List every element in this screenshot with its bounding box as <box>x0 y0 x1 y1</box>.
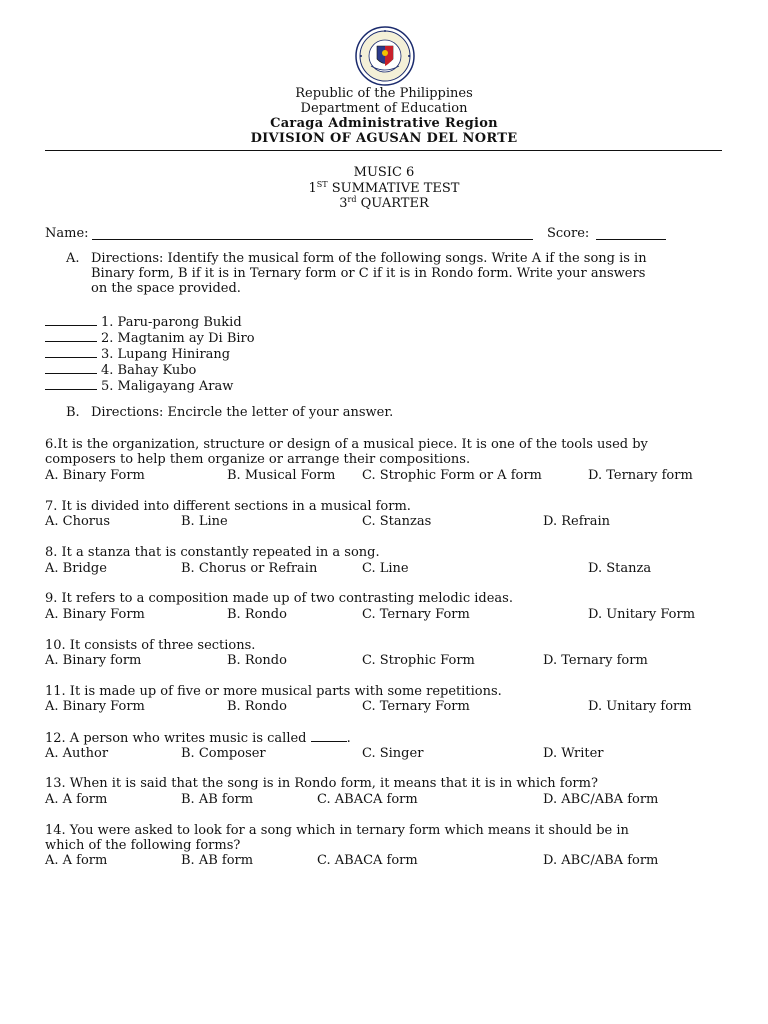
quarter-rest: QUARTER <box>356 196 429 211</box>
quarter-title <box>0 196 768 211</box>
answer-blank[interactable] <box>45 362 97 374</box>
part-a-directions <box>91 251 647 296</box>
test-title-rest: SUMMATIVE TEST <box>327 181 460 196</box>
song-title: 3. Lupang Hinirang <box>101 347 231 362</box>
option[interactable]: B. Chorus or Refrain <box>181 561 318 576</box>
question-9: 9. It refers to a composition made up of two contrasting melodic ideas. <box>45 591 513 606</box>
option[interactable]: B. Rondo <box>227 699 287 714</box>
question-text: composers to help them organize or arrange their compositions. <box>45 452 471 467</box>
option[interactable]: D. Unitary Form <box>588 607 696 622</box>
option[interactable]: B. Line <box>181 514 228 529</box>
option[interactable]: C. Ternary Form <box>362 607 470 622</box>
option[interactable]: D. Ternary form <box>543 653 648 668</box>
question-13: 13. When it is said that the song is in Rondo form, it means that it is in which form? <box>45 776 598 791</box>
option[interactable]: A. Chorus <box>45 514 111 529</box>
option[interactable]: B. Rondo <box>227 607 287 622</box>
list-item <box>45 314 255 330</box>
answer-blank[interactable] <box>45 346 97 358</box>
header-divider <box>45 150 722 151</box>
question-text: 14. You were asked to look for a song which in ternary form which means it should be in <box>45 823 629 838</box>
song-title: 2. Magtanim ay Di Biro <box>101 331 255 346</box>
option[interactable]: C. Strophic Form or A form <box>362 468 542 483</box>
score-label: Score: <box>547 226 590 241</box>
score-field[interactable] <box>596 239 666 240</box>
part-a-directions-line: Directions: Identify the musical form of the following songs. Write A if the song is in <box>91 251 647 266</box>
option[interactable]: B. Musical Form <box>227 468 336 483</box>
option[interactable]: C. Line <box>362 561 409 576</box>
option[interactable]: C. Strophic Form <box>362 653 475 668</box>
list-item <box>45 346 255 362</box>
option[interactable]: D. Writer <box>543 746 604 761</box>
option[interactable]: A. Bridge <box>45 561 107 576</box>
question-7: 7. It is divided into different sections in a musical form. <box>45 499 411 514</box>
song-title: 4. Bahay Kubo <box>101 363 197 378</box>
option[interactable]: B. Composer <box>181 746 266 761</box>
region-line: Caraga Administrative Region <box>270 116 498 131</box>
option[interactable]: D. ABC/ABA form <box>543 792 659 807</box>
option[interactable]: D. Unitary form <box>588 699 692 714</box>
option[interactable]: A. A form <box>45 853 108 868</box>
list-item <box>45 362 255 378</box>
republic-line: Republic of the Philippines <box>295 86 473 101</box>
option[interactable]: A. Binary Form <box>45 607 145 622</box>
question-6 <box>45 437 648 467</box>
question-12: 12. A person who writes music is called . <box>45 731 351 746</box>
question-8: 8. It a stanza that is constantly repeated in a song. <box>45 545 380 560</box>
deped-seal-logo <box>349 26 421 86</box>
option[interactable]: B. AB form <box>181 792 254 807</box>
song-title: 1. Paru-parong Bukid <box>101 315 242 330</box>
song-title: 5. Maligayang Araw <box>101 379 234 394</box>
part-b-marker: B. <box>66 405 80 420</box>
option[interactable]: C. ABACA form <box>317 853 418 868</box>
quarter-number: 3 <box>339 196 348 211</box>
question-text: 12. A person who writes music is called <box>45 731 311 746</box>
part-a-marker: A. <box>66 251 80 266</box>
department-line: Department of Education <box>300 101 468 116</box>
answer-blank[interactable] <box>311 730 347 742</box>
test-ordinal-number: 1 <box>308 181 317 196</box>
option[interactable]: C. Ternary Form <box>362 699 470 714</box>
option[interactable]: C. Singer <box>362 746 424 761</box>
question-11: 11. It is made up of five or more musical parts with some repetitions. <box>45 684 502 699</box>
question-text: which of the following forms? <box>45 838 241 853</box>
part-b-directions: Directions: Encircle the letter of your answer. <box>91 405 394 420</box>
option[interactable]: B. AB form <box>181 853 254 868</box>
option[interactable]: A. Author <box>45 746 109 761</box>
part-a-items <box>45 314 255 394</box>
option[interactable]: A. Binary Form <box>45 468 145 483</box>
answer-blank[interactable] <box>45 378 97 390</box>
option[interactable]: C. ABACA form <box>317 792 418 807</box>
division-line: DIVISION OF AGUSAN DEL NORTE <box>250 131 518 146</box>
quarter-suffix: rd <box>347 195 357 204</box>
question-10: 10. It consists of three sections. <box>45 638 256 653</box>
answer-blank[interactable] <box>45 330 97 342</box>
option[interactable]: A. Binary form <box>45 653 142 668</box>
option[interactable]: D. Stanza <box>588 561 652 576</box>
option[interactable]: A. Binary Form <box>45 699 145 714</box>
list-item <box>45 378 255 394</box>
question-14 <box>45 823 629 853</box>
list-item <box>45 330 255 346</box>
answer-blank[interactable] <box>45 314 97 326</box>
name-label: Name: <box>45 226 89 241</box>
option[interactable]: D. Ternary form <box>588 468 693 483</box>
name-field[interactable] <box>92 239 533 240</box>
part-a-directions-line: on the space provided. <box>91 281 241 296</box>
subject-title: MUSIC 6 <box>353 165 415 180</box>
option[interactable]: D. Refrain <box>543 514 611 529</box>
option[interactable]: D. ABC/ABA form <box>543 853 659 868</box>
test-ordinal-suffix: ST <box>316 180 328 189</box>
part-a-directions-line: Binary form, B if it is in Ternary form or C if it is in Rondo form. Write your answers <box>91 266 646 281</box>
option[interactable]: A. A form <box>45 792 108 807</box>
question-text: 6.It is the organization, structure or design of a musical piece. It is one of the tools used by <box>45 437 648 452</box>
option[interactable]: C. Stanzas <box>362 514 432 529</box>
test-title <box>0 181 768 196</box>
option[interactable]: B. Rondo <box>227 653 287 668</box>
